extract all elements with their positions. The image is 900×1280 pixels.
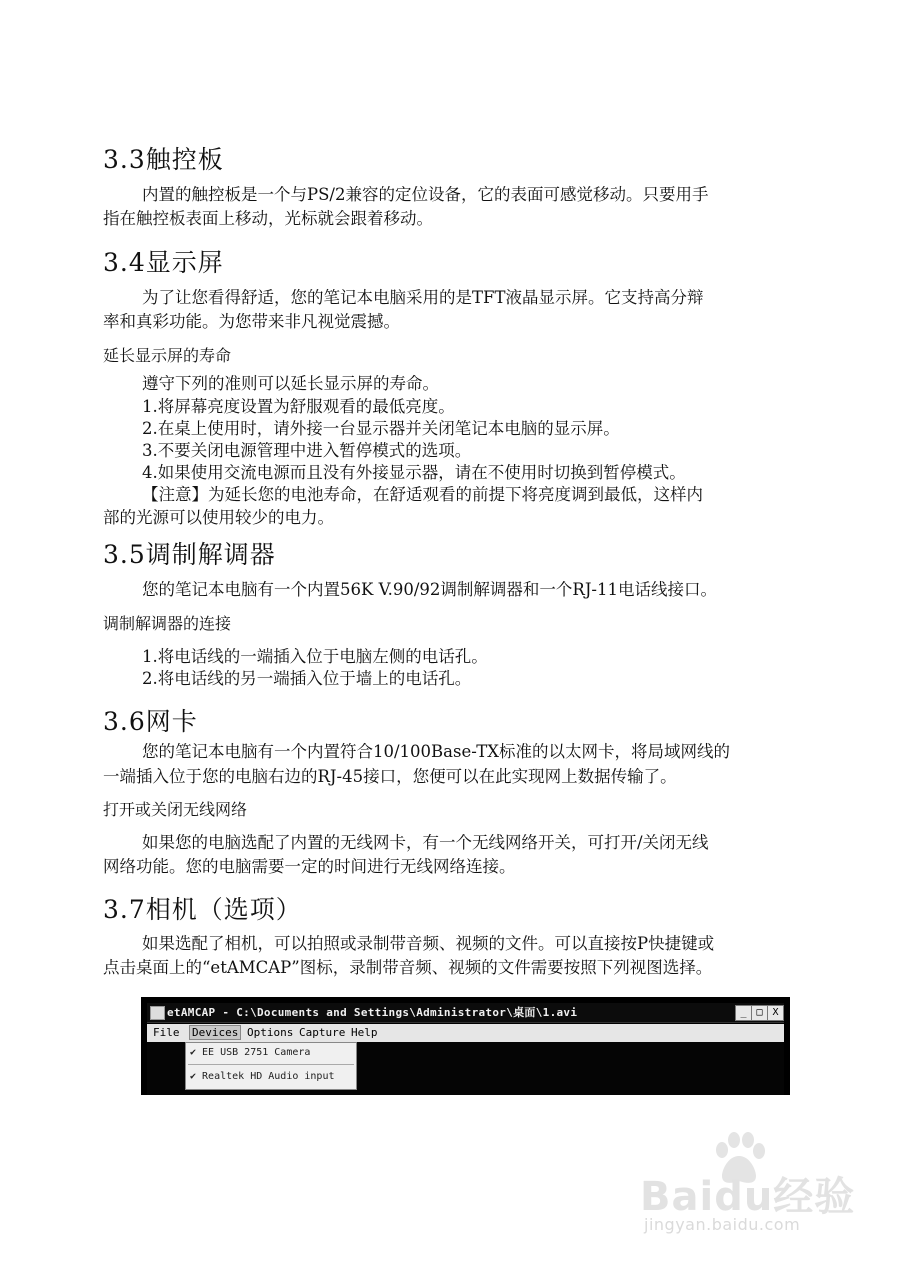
paragraph: 网络功能。您的电脑需要一定的时间进行无线网络连接。: [103, 857, 516, 876]
section-title-3-3: 3.3触控板: [103, 145, 224, 174]
list-item: 1.将电话线的一端插入位于电脑左侧的电话孔。: [142, 647, 488, 666]
menu-capture[interactable]: Capture: [299, 1026, 346, 1039]
dropdown-separator: [188, 1064, 354, 1065]
list-item: 4.如果使用交流电源而且没有外接显示器，请在不使用时切换到暂停模式。: [142, 463, 686, 482]
baidu-watermark-logo: Baidu经验: [640, 1174, 856, 1220]
maximize-button[interactable]: □: [751, 1005, 768, 1021]
amcap-window-screenshot: [141, 997, 790, 1095]
note: 部的光源可以使用较少的电力。: [103, 508, 334, 527]
subsection-title: 延长显示屏的寿命: [103, 346, 232, 365]
app-icon: [150, 1006, 165, 1020]
paragraph: 如果选配了相机，可以拍照或录制带音频、视频的文件。可以直接按P快捷键或: [142, 934, 715, 953]
section-title-3-4: 3.4显示屏: [103, 248, 224, 277]
devices-dropdown: [185, 1042, 357, 1090]
baidu-watermark-url: jingyan.baidu.com: [644, 1215, 801, 1234]
menu-file[interactable]: File: [153, 1026, 180, 1039]
paragraph: 您的笔记本电脑有一个内置56K V.90/92调制解调器和一个RJ-11电话线接口。: [142, 580, 718, 599]
window-titlebar: [147, 1003, 784, 1023]
menu-options[interactable]: Options: [247, 1026, 294, 1039]
list-item: 3.不要关闭电源管理中进入暂停模式的选项。: [142, 441, 472, 460]
paragraph: 点击桌面上的“etAMCAP”图标，录制带音频、视频的文件需要按照下列视图选择。: [103, 958, 713, 977]
paragraph: 遵守下列的准则可以延长显示屏的寿命。: [142, 374, 439, 393]
paragraph: 如果您的电脑选配了内置的无线网卡，有一个无线网络开关，可打开/关闭无线: [142, 833, 709, 852]
section-title-3-6: 3.6网卡: [103, 707, 198, 736]
dropdown-item-camera[interactable]: ✔ EE USB 2751 Camera: [190, 1047, 311, 1058]
minimize-button[interactable]: _: [735, 1005, 752, 1021]
window-title: etAMCAP - C:\Documents and Settings\Administrator\桌面\1.avi: [167, 1006, 578, 1019]
note: 【注意】为延长您的电池寿命，在舒适观看的前提下将亮度调到最低，这样内: [142, 485, 703, 504]
section-title-3-5: 3.5调制解调器: [103, 540, 276, 569]
subsection-title: 打开或关闭无线网络: [103, 800, 248, 819]
paragraph: 率和真彩功能。为您带来非凡视觉震撼。: [103, 312, 400, 331]
paragraph: 您的笔记本电脑有一个内置符合10/100Base-TX标准的以太网卡，将局域网线的: [142, 742, 730, 761]
paragraph: 指在触控板表面上移动，光标就会跟着移动。: [103, 209, 433, 228]
section-title-3-7: 3.7相机（选项）: [103, 895, 302, 924]
close-button[interactable]: X: [767, 1005, 784, 1021]
paragraph: 内置的触控板是一个与PS/2兼容的定位设备，它的表面可感觉移动。只要用手: [142, 185, 709, 204]
list-item: 2.将电话线的另一端插入位于墙上的电话孔。: [142, 669, 472, 688]
paragraph: 一端插入位于您的电脑右边的RJ-45接口，您便可以在此实现网上数据传输了。: [103, 767, 677, 786]
dropdown-item-audio[interactable]: ✔ Realtek HD Audio input: [190, 1071, 335, 1082]
menu-bar: [147, 1024, 784, 1042]
menu-devices[interactable]: Devices: [189, 1025, 241, 1040]
list-item: 2.在桌上使用时，请外接一台显示器并关闭笔记本电脑的显示屏。: [142, 419, 620, 438]
list-item: 1.将屏幕亮度设置为舒服观看的最低亮度。: [142, 397, 455, 416]
menu-help[interactable]: Help: [351, 1026, 378, 1039]
subsection-title: 调制解调器的连接: [103, 614, 232, 633]
paragraph: 为了让您看得舒适，您的笔记本电脑采用的是TFT液晶显示屏。它支持高分辩: [142, 288, 704, 307]
